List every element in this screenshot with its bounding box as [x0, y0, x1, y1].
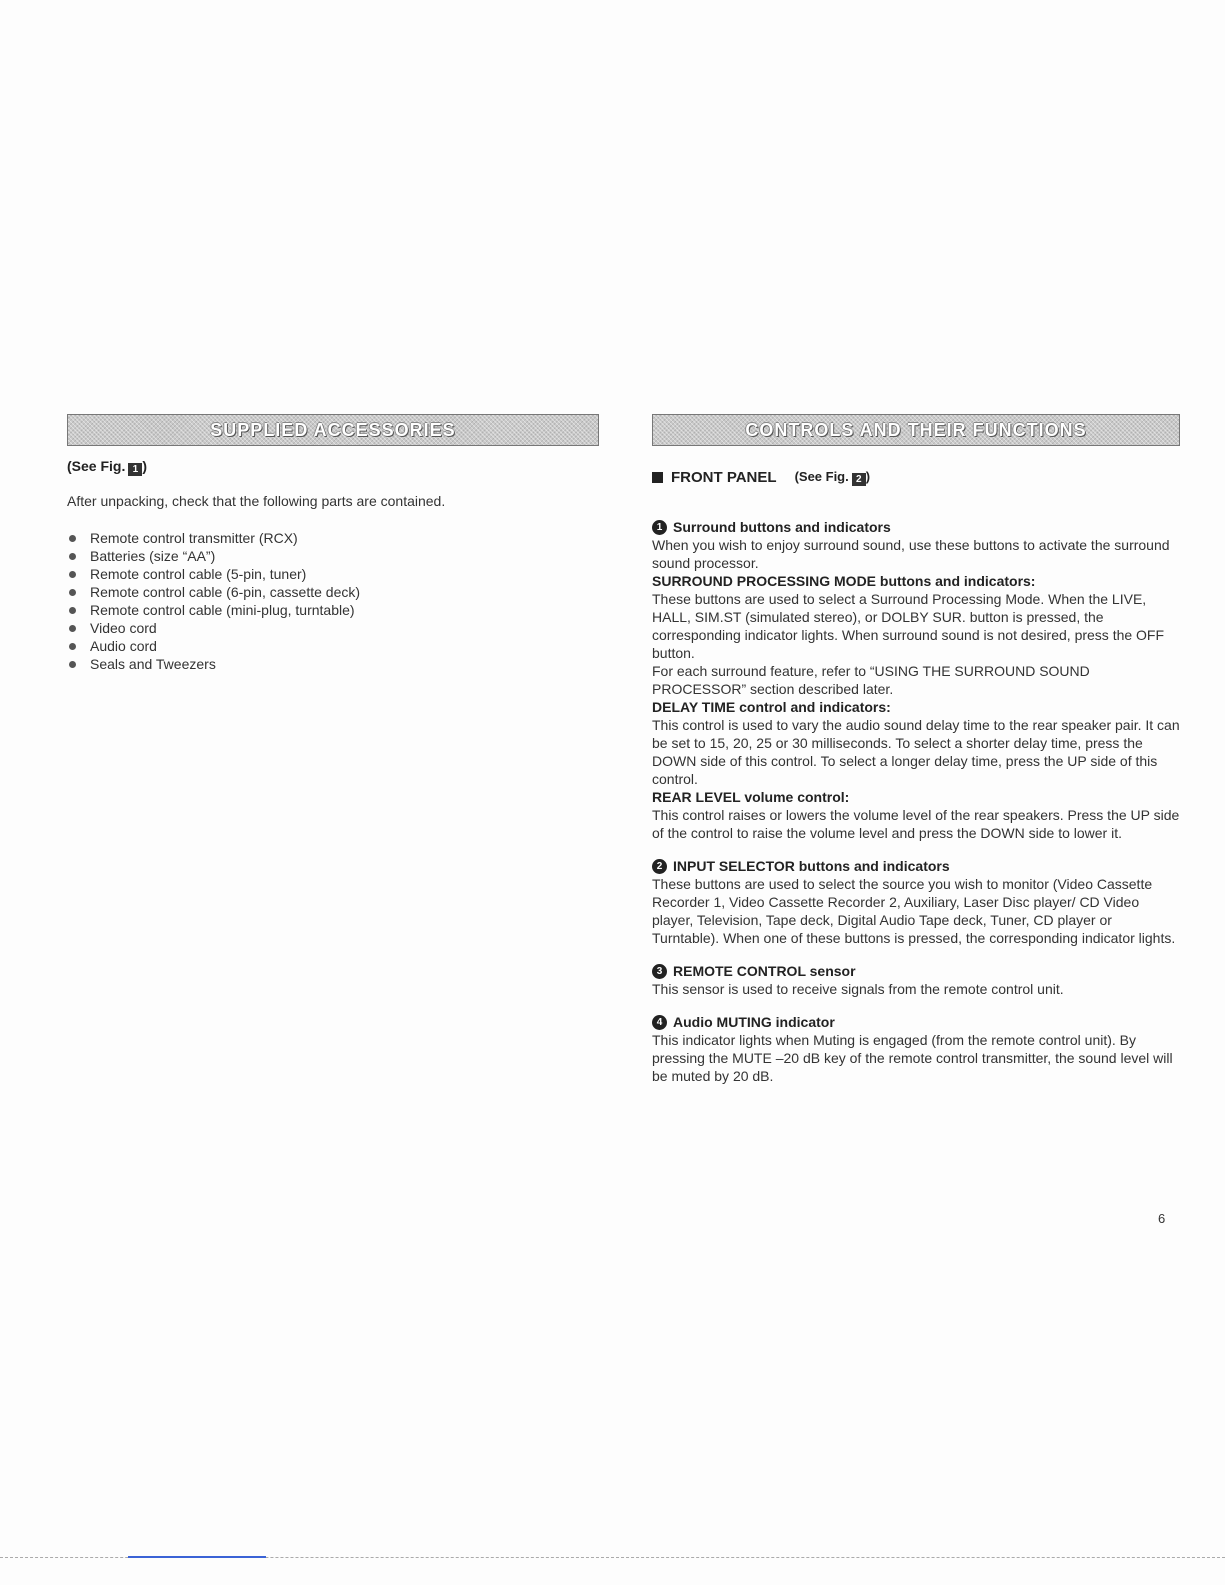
paragraph: These buttons are used to select the source you wish to monitor (Video Cassette Recorder 1, Video Cassette Recorder 2, Auxiliary, Laser Disc player/ CD Video player, Television, Tape deck, Digital Audio Tape deck, Tuner, CD player or Turntable). When one of these buttons is pressed, the corresponding indicator lights. [652, 876, 1176, 946]
bullet-icon [69, 625, 76, 632]
accessories-list [67, 529, 599, 673]
subheading: DELAY TIME control and indicators: [652, 699, 891, 715]
front-panel-heading: FRONT PANEL (See Fig. 2 ) [652, 469, 1180, 486]
bullet-icon [69, 535, 76, 542]
bullet-icon [69, 607, 76, 614]
list-item: Seals and Tweezers [67, 655, 599, 673]
paragraph: These buttons are used to select a Surround Processing Mode. When the LIVE, HALL, SIM.ST (simulated stereo), or DOLBY SUR. button is pressed, the corresponding indicator lights. When surround sound is not desired, press the OFF button. [652, 591, 1165, 661]
paragraph: When you wish to enjoy surround sound, use these buttons to activate the surround sound processor. [652, 537, 1170, 571]
item-heading: 3 REMOTE CONTROL sensor [652, 962, 1180, 980]
paragraph: This sensor is used to receive signals from the remote control unit. [652, 981, 1064, 997]
fig-reference: (See Fig. 2 ) [794, 469, 871, 485]
list-item: Audio cord [67, 637, 599, 655]
bullet-icon [69, 643, 76, 650]
item-heading: 1 Surround buttons and indicators [652, 518, 1180, 536]
item-input-selector [652, 857, 1180, 947]
supplied-accessories-title: SUPPLIED ACCESSORIES [210, 419, 456, 440]
list-item: Video cord [67, 619, 599, 637]
list-item: Remote control transmitter (RCX) [67, 529, 599, 547]
fig-reference: (See Fig. 1 ) [67, 458, 148, 475]
bullet-icon [69, 553, 76, 560]
list-item: Batteries (size “AA”) [67, 547, 599, 565]
number-2-icon: 2 [652, 859, 667, 874]
paragraph: This indicator lights when Muting is engaged (from the remote control unit). By pressing the MUTE –20 dB key of the remote control transmitter, the sound level will be muted by 20 dB. [652, 1032, 1173, 1084]
item-muting [652, 1013, 1180, 1085]
item-heading: 4 Audio MUTING indicator [652, 1013, 1180, 1031]
item-surround [652, 518, 1180, 842]
bullet-icon [69, 571, 76, 578]
supplied-accessories-banner [67, 414, 599, 446]
item-remote-sensor [652, 962, 1180, 998]
paragraph: This control is used to vary the audio sound delay time to the rear speaker pair. It can be set to 15, 20, 25 or 30 milliseconds. To select a shorter delay time, press the DOWN side of this control. To select a longer delay time, press the UP side of this control. [652, 717, 1180, 787]
scan-edge-mark [128, 1556, 266, 1558]
list-item: Remote control cable (5-pin, tuner) [67, 565, 599, 583]
subheading: REAR LEVEL volume control: [652, 789, 850, 805]
fig-number-badge: 2 [852, 473, 866, 486]
list-item: Remote control cable (mini-plug, turntable) [67, 601, 599, 619]
number-3-icon: 3 [652, 964, 667, 979]
bullet-icon [69, 661, 76, 668]
item-heading: 2 INPUT SELECTOR buttons and indicators [652, 857, 1180, 875]
number-4-icon: 4 [652, 1015, 667, 1030]
supplied-accessories-column [67, 414, 599, 673]
subheading: SURROUND PROCESSING MODE buttons and indicators: [652, 573, 1036, 589]
paragraph: This control raises or lowers the volume level of the rear speakers. Press the UP side of the control to raise the volume level and press the DOWN side to lower it. [652, 807, 1180, 841]
bullet-icon [69, 589, 76, 596]
controls-functions-banner [652, 414, 1180, 446]
number-1-icon: 1 [652, 520, 667, 535]
square-bullet-icon [652, 472, 663, 483]
controls-functions-title: CONTROLS AND THEIR FUNCTIONS [745, 419, 1087, 440]
list-item: Remote control cable (6-pin, cassette deck) [67, 583, 599, 601]
fig-number-badge: 1 [128, 463, 142, 476]
paragraph: For each surround feature, refer to “USING THE SURROUND SOUND PROCESSOR” section described later. [652, 663, 1090, 697]
page-number: 6 [1158, 1211, 1166, 1226]
controls-functions-column [652, 414, 1180, 1100]
intro-text: After unpacking, check that the following parts are contained. [67, 493, 446, 509]
